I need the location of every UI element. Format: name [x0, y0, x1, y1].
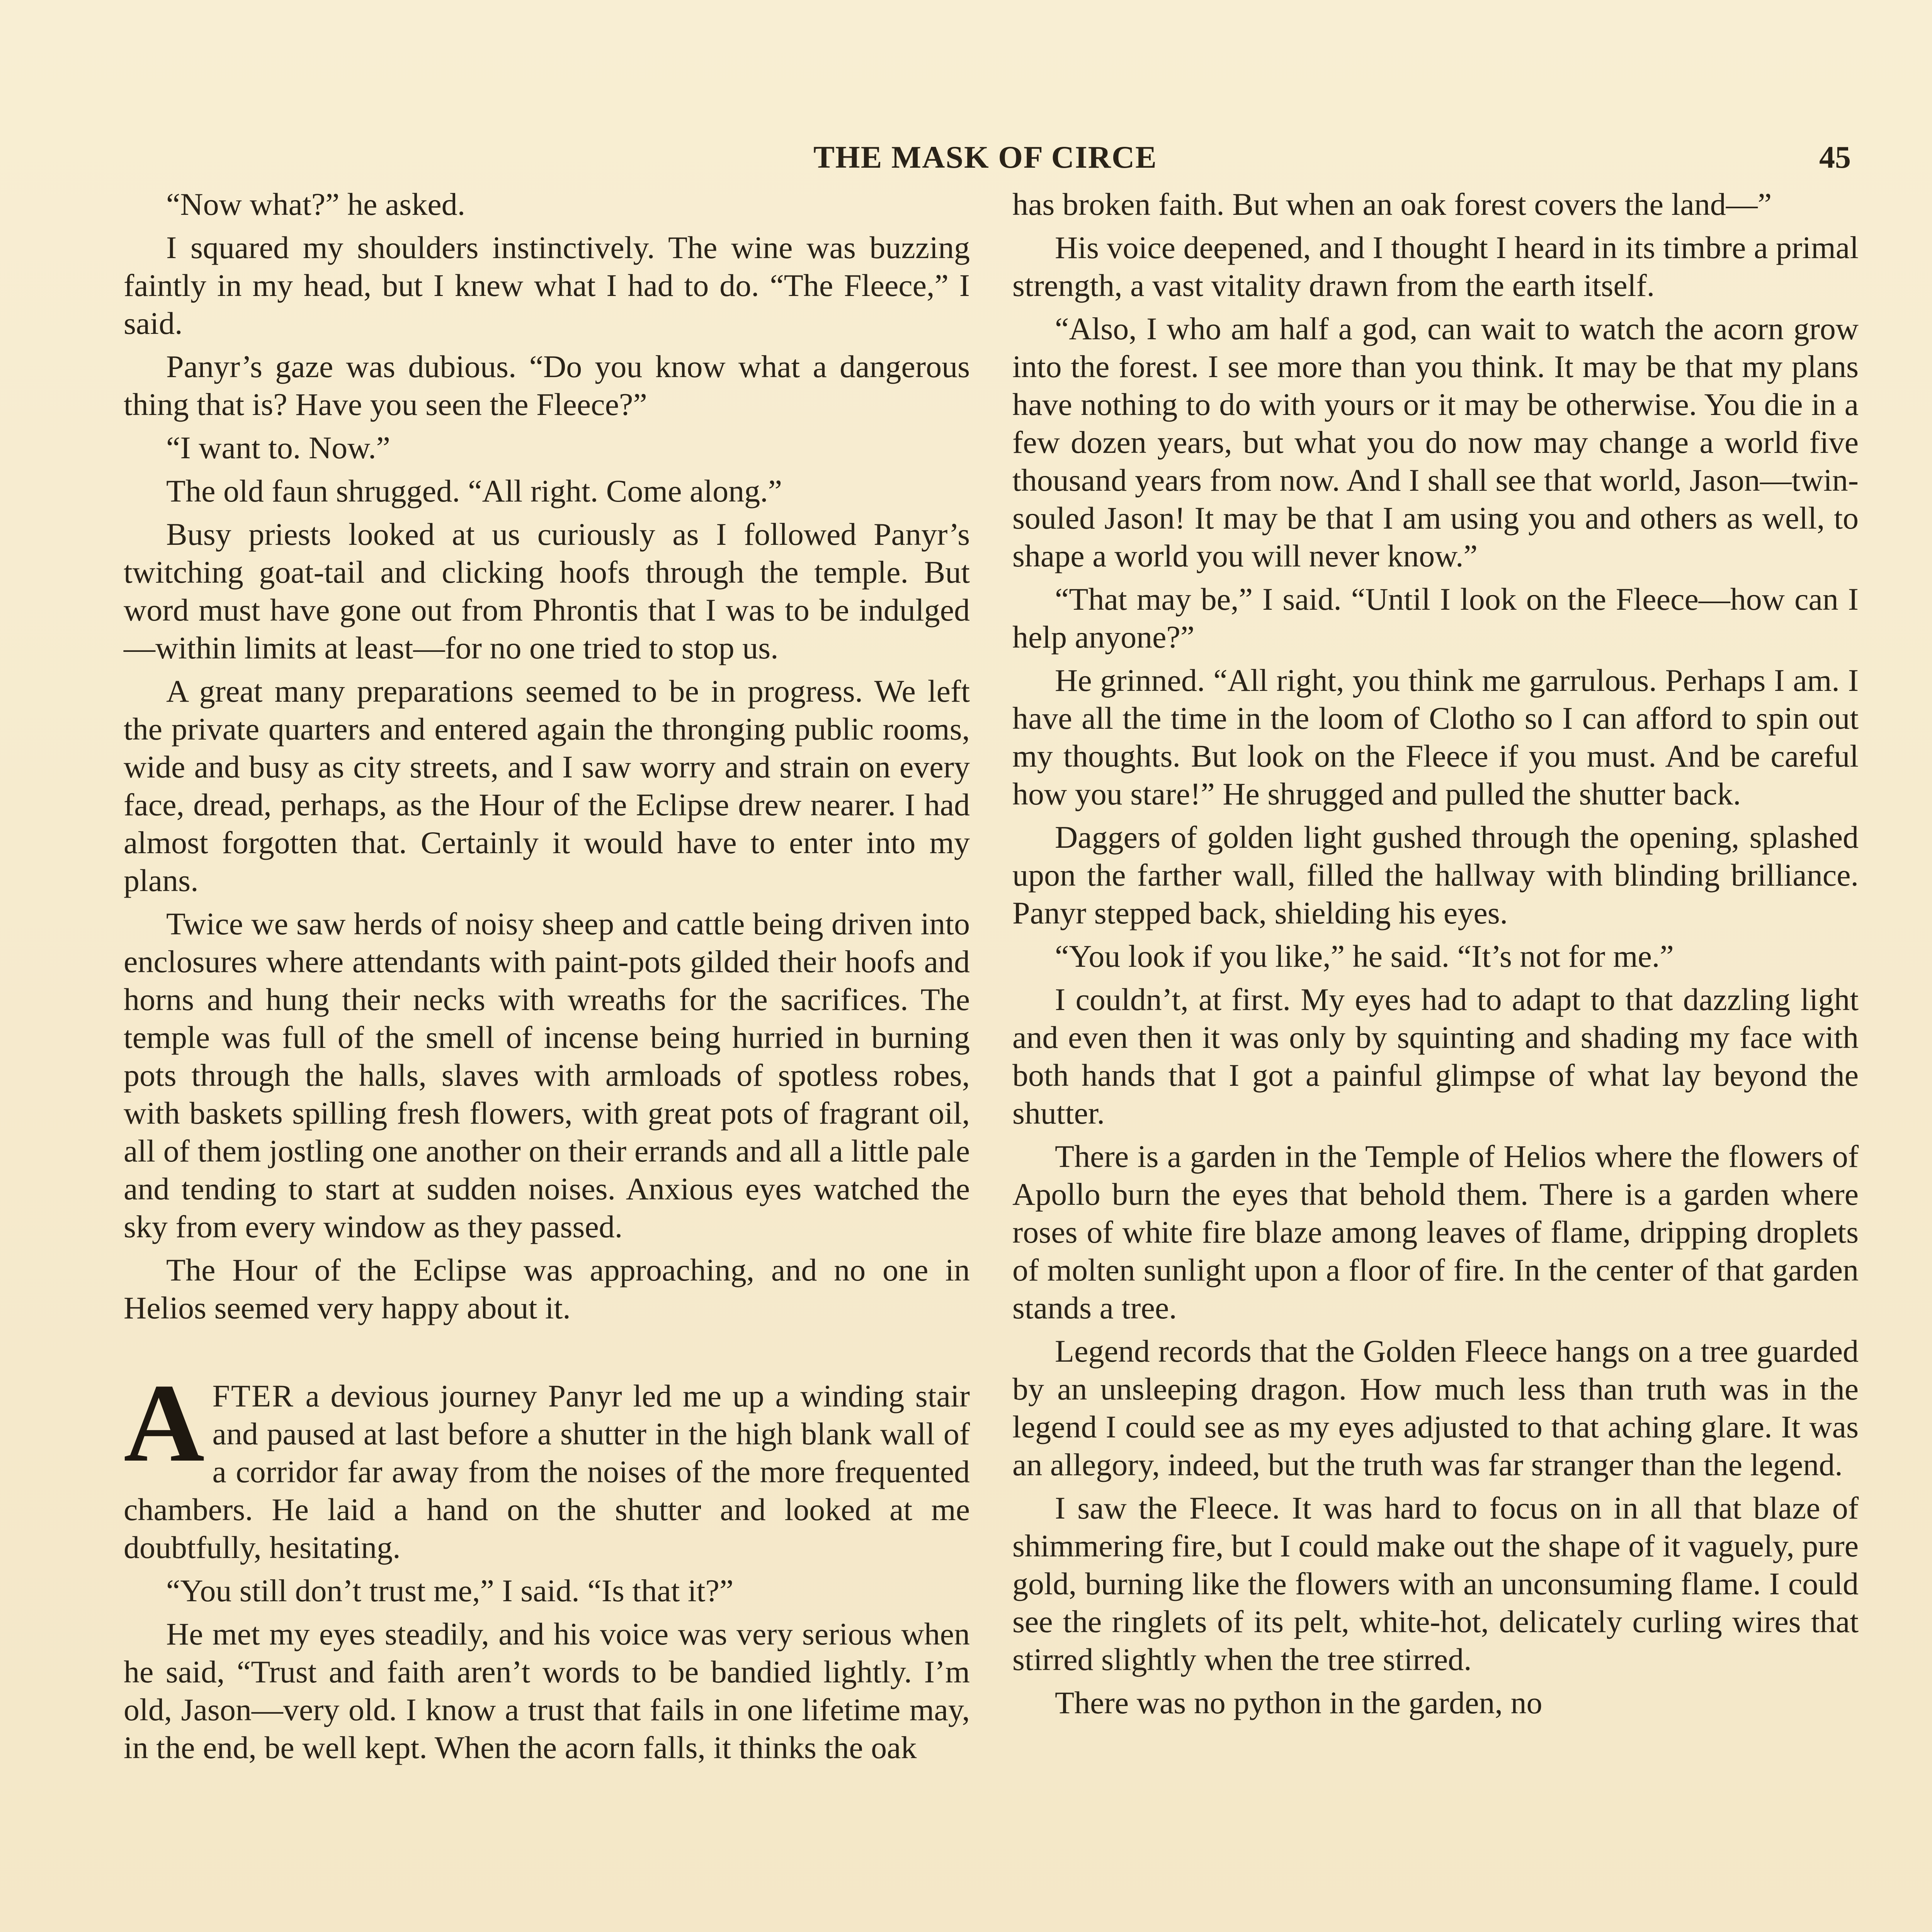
drop-cap: A: [124, 1361, 205, 1485]
paragraph: Legend records that the Golden Fleece hangs on a tree guarded by an unsleeping dragon. How much less than truth was in the legend I could see as my eyes adjusted to that aching glare. It was an allegory, indeed, but the truth was far stranger than the legend.: [1012, 1333, 1859, 1482]
paragraph: His voice deepened, and I thought I heard in its timbre a primal strength, a vast vitality drawn from the earth itself.: [1012, 230, 1859, 303]
paragraph: The old faun shrugged. “All right. Come along.”: [166, 473, 782, 509]
paragraph: “You still don’t trust me,” I said. “Is that it?”: [166, 1573, 734, 1608]
running-header: [120, 139, 1851, 185]
paragraph: “Now what?” he asked.: [166, 187, 466, 222]
paragraph: Panyr’s gaze was dubious. “Do you know what a dangerous thing that is? Have you seen the Fleece?”: [124, 349, 970, 422]
paragraph: A great many preparations seemed to be in progress. We left the private quarters and entered again the thronging public rooms, wide and busy as city streets, and I saw worry and strain on every face, dread, perhaps, as the Hour of the Eclipse drew nearer. I had almost forgotten that. Certainly it would have to enter into my plans.: [124, 673, 970, 898]
paragraph: Twice we saw herds of noisy sheep and cattle being driven into enclosures where attendants with paint-pots gilded their hoofs and horns and hung their necks with wreaths for the sacrifices. The temple was full of the smell of incense being hurried in burning pots through the halls, slaves with armloads of spotless robes, with baskets spilling fresh flowers, with great pots of fragrant oil, all of them jostling one another on their errands and all a little pale and tending to start at sudden noises. Anxious eyes watched the sky from every window as they passed.: [124, 906, 970, 1244]
lead-caps: FTER: [212, 1378, 294, 1413]
paragraph: The Hour of the Eclipse was approaching, and no one in Helios seemed very happy about it.: [124, 1252, 970, 1325]
paragraph: I squared my shoulders instinctively. The wine was buzzing faintly in my head, but I knew what I had to do. “The Fleece,” I said.: [124, 230, 970, 341]
paragraph: I saw the Fleece. It was hard to focus on in all that blaze of shimmering fire, but I could make out the shape of it vaguely, pure gold, burning like the flowers with an unconsuming flame. I could see the ringlets of its pelt, white-hot, delicately curling wires that stirred slightly when the tree stirred.: [1012, 1490, 1859, 1677]
paragraph: “That may be,” I said. “Until I look on the Fleece—how can I help anyone?”: [1012, 582, 1859, 655]
paragraph: “Also, I who am half a god, can wait to watch the acorn grow into the forest. I see more than you think. It may be that my plans have nothing to do with yours or it may be otherwise. You die in a few dozen years, but what you do now may change a world five thousand years from now. And I shall see that world, Jason—twin-souled Jason! It may be that I am using you and others as well, to shape a world you will never know.”: [1012, 311, 1859, 573]
section-opening-text: a devious journey Panyr led me up a winding stair and paused at last before a shutter in the high blank wall of a corridor far away from the noises of the more frequented chambers. He laid a hand on the shutter and looked at me doubtfully, hesitating.: [124, 1378, 970, 1565]
paragraph: “You look if you like,” he said. “It’s not for me.”: [1055, 939, 1674, 974]
paragraph: There is a garden in the Temple of Helios where the flowers of Apollo burn the eyes that behold them. There is a garden where roses of white fire blaze among leaves of flame, dripping droplets of molten sunlight upon a floor of fire. In the center of that garden stands a tree.: [1012, 1139, 1859, 1325]
section-opening-paragraph: [124, 1361, 970, 1566]
page-number: 45: [1819, 139, 1851, 175]
running-title: THE MASK OF CIRCE: [813, 139, 1157, 175]
right-column: [1012, 185, 1859, 1727]
paragraph: Daggers of golden light gushed through the opening, splashed upon the farther wall, filled the hallway with blinding brilliance. Panyr stepped back, shielding his eyes.: [1012, 820, 1859, 930]
left-column: [124, 185, 970, 1772]
paragraph: “I want to. Now.”: [166, 430, 390, 465]
paragraph: Busy priests looked at us curiously as I followed Panyr’s twitching goat-tail and clicking hoofs through the temple. But word must have gone out from Phrontis that I was to be indulged—within limits at least—for no one tried to stop us.: [124, 517, 970, 665]
paragraph: He met my eyes steadily, and his voice was very serious when he said, “Trust and faith aren’t words to be bandied lightly. I’m old, Jason—very old. I know a trust that fails in one lifetime may, in the end, be well kept. When the acorn falls, it thinks the oak: [124, 1616, 970, 1765]
paragraph: I couldn’t, at first. My eyes had to adapt to that dazzling light and even then it was only by squinting and shading my face with both hands that I got a painful glimpse of what lay beyond the shutter.: [1012, 982, 1859, 1131]
paragraph: There was no python in the garden, no: [1055, 1685, 1543, 1720]
paragraph: He grinned. “All right, you think me garrulous. Perhaps I am. I have all the time in the loom of Clotho so I can afford to spin out my thoughts. But look on the Fleece if you must. And be careful how you stare!” He shrugged and pulled the shutter back.: [1012, 663, 1859, 811]
paragraph-continued: has broken faith. But when an oak forest covers the land—”: [1012, 187, 1772, 222]
